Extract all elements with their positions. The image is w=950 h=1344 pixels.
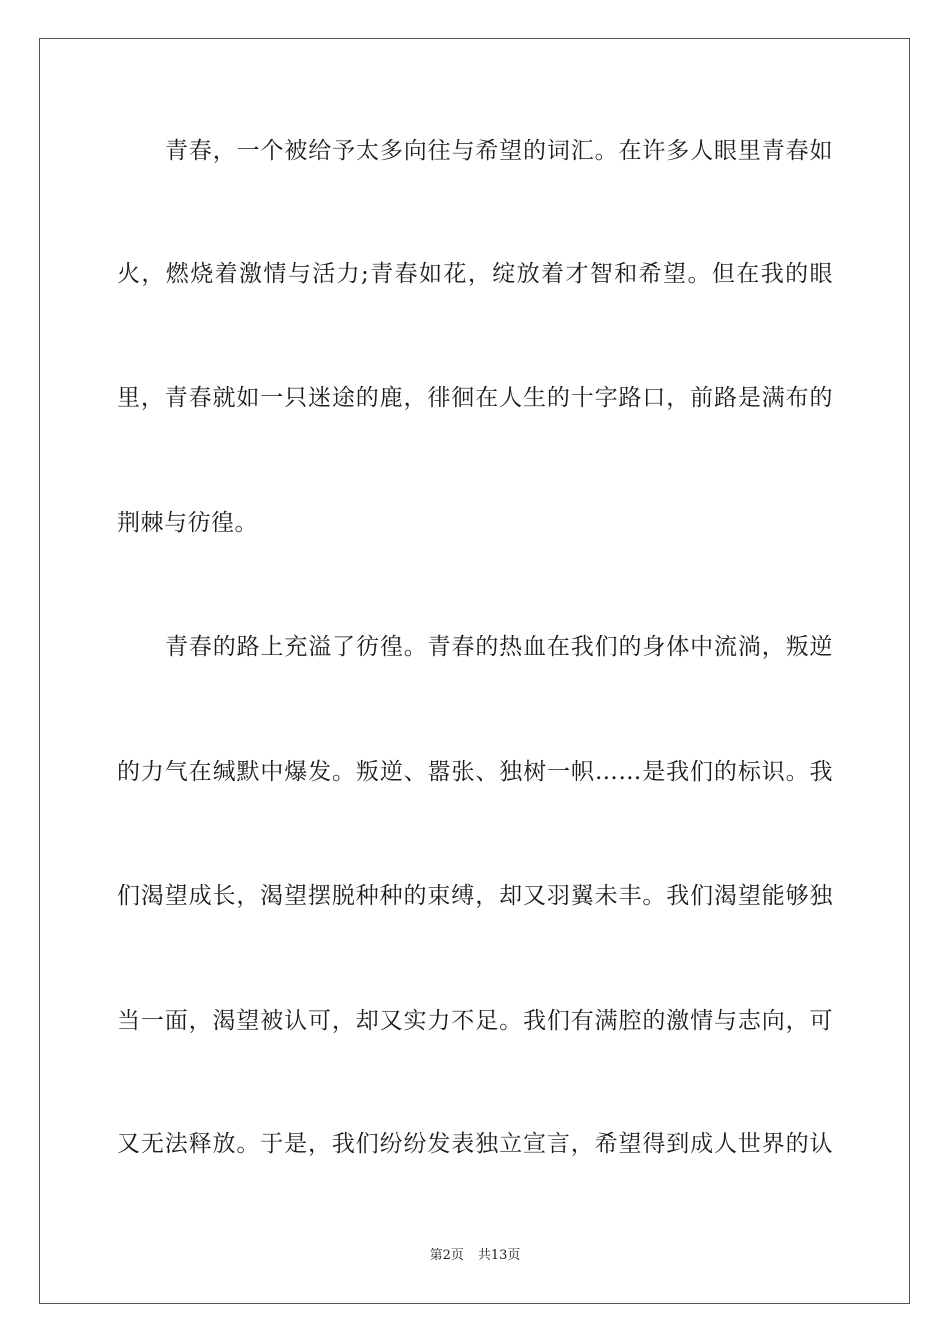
paragraph-1-line-1: 青春，一个被给予太多向往与希望的词汇。在许多人眼里青春如 <box>165 138 833 164</box>
paragraph-2-line-2: 的力气在缄默中爆发。叛逆、嚣张、独树一帜……是我们的标识。我 <box>117 759 833 785</box>
paragraph-1-line-4: 荆棘与彷徨。 <box>117 510 258 536</box>
page-total: 共13页 <box>477 1248 521 1263</box>
page-border <box>39 38 910 1304</box>
paragraph-2-line-4: 当一面，渴望被认可，却又实力不足。我们有满腔的激情与志向，可 <box>117 1008 833 1034</box>
paragraph-2-line-5: 又无法释放。于是，我们纷纷发表独立宣言，希望得到成人世界的认 <box>117 1131 833 1157</box>
paragraph-1-line-3: 里，青春就如一只迷途的鹿，徘徊在人生的十字路口，前路是满布的 <box>117 385 833 411</box>
paragraph-2-line-3: 们渴望成长，渴望摆脱种种的束缚，却又羽翼未丰。我们渴望能够独 <box>117 883 833 909</box>
page-footer <box>0 1246 950 1266</box>
paragraph-1-line-2: 火，燃烧着激情与活力;青春如花，绽放着才智和希望。但在我的眼 <box>117 261 833 287</box>
page-number: 第2页 <box>429 1248 464 1263</box>
paragraph-2-line-1: 青春的路上充溢了彷徨。青春的热血在我们的身体中流淌，叛逆 <box>165 634 833 660</box>
